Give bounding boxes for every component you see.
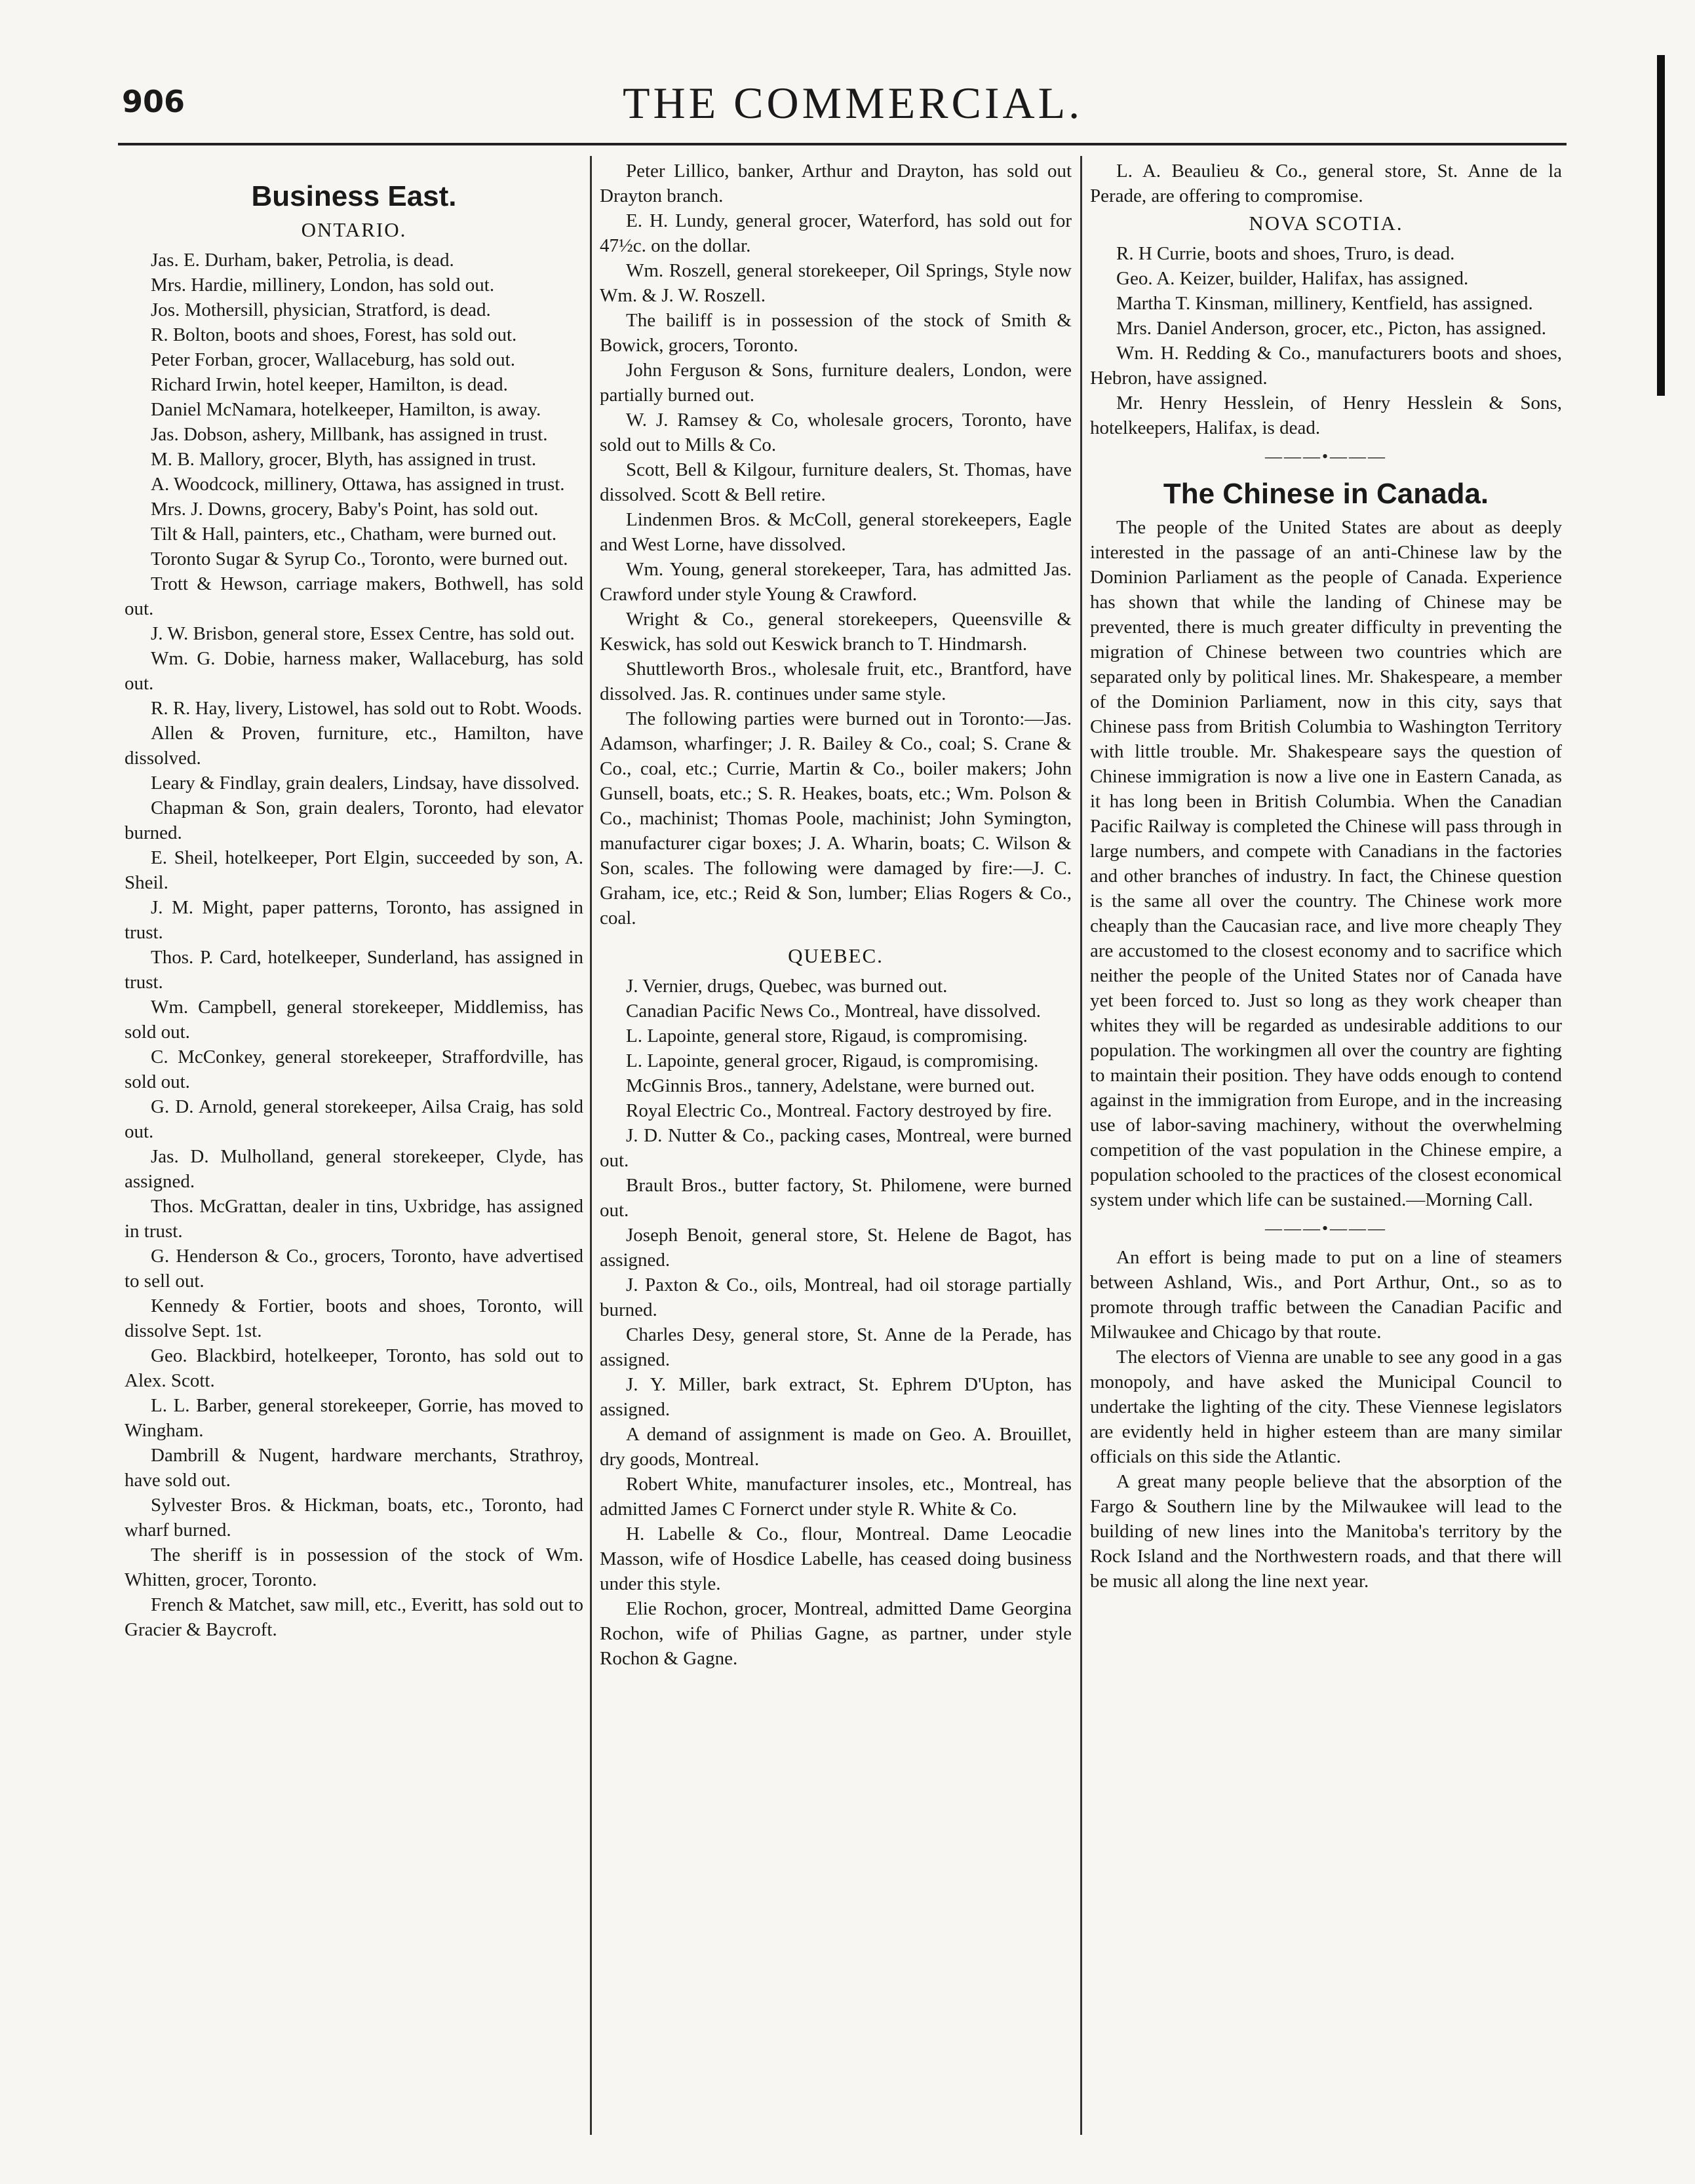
subhead-nova-scotia: NOVA SCOTIA. — [1249, 212, 1403, 235]
notice-item: Mrs. J. Downs, grocery, Baby's Point, has sold out. — [151, 499, 539, 520]
notice-item: J. W. Brisbon, general store, Essex Centre, has sold out. — [151, 623, 575, 644]
notice-item: A. Woodcock, millinery, Ottawa, has assigned in trust. — [151, 474, 565, 495]
column-2 — [600, 159, 1072, 1671]
notice-item: Allen & Proven, furniture, etc., Hamilton, have dissolved. — [125, 723, 583, 769]
notice-item: A demand of assignment is made on Geo. A. Brouillet, dry goods, Montreal. — [600, 1424, 1072, 1470]
column-1 — [125, 159, 583, 1642]
notice-item: Mr. Henry Hesslein, of Henry Hesslein & Sons, hotelkeepers, Halifax, is dead. — [1090, 393, 1562, 438]
notice-item: Mrs. Hardie, millinery, London, has sold out. — [151, 275, 495, 296]
ontario-list-continued — [600, 159, 1072, 930]
subhead-ontario: ONTARIO. — [301, 218, 407, 241]
notice-item: J. Y. Miller, bark extract, St. Ephrem D'Upton, has assigned. — [600, 1374, 1072, 1420]
notice-item: The bailiff is in possession of the stock of Smith & Bowick, grocers, Toronto. — [600, 310, 1072, 356]
column-rule — [590, 156, 592, 2135]
page-number: 906 — [122, 84, 185, 119]
chinese-article-body: The people of the United States are about as deeply interested in the passage of an anti-Chinese law by the Dominion Parliament as the people of Canada. Experience has shown that while the landing of Chinese may be prevented, there is much greater difficulty in preventing the migration of Chinese between two countries which are separated only by political lines. Mr. Shakespeare, a member of the Dominion Parliament, now in this city, says that Chinese pass from British Columbia to Washington Territory with little trouble. Mr. Shakespeare says the question of Chinese immigration is now a live one in Eastern Canada, as it has long been in British Columbia. When the Canadian Pacific Railway is completed the Chinese will pass through in large numbers, and compete with Canadians in the factories and other branches of industry. In fact, the Chinese question is the same all over the country. The Chinese work more cheaply than the Caucasian race, and live more cheaply They are accustomed to the closest economy and to sacrifice which neither the people of the United States nor of Canada have yet been forced to. Just so long as they work cheaper than whites they will be regarded as undesirable additions to our population. The workingmen all over the country are fighting to maintain their position. They have odds enough to contend against in the immigration from Europe, and in the increasing use of labor-saving machinery, without the overwhelming competition of the vast population in the Chinese empire, a population schooled to the practices of the closest economical system under which life can be sustained.—Morning Call. — [1090, 517, 1562, 1210]
notice-item: R. Bolton, boots and shoes, Forest, has sold out. — [151, 324, 517, 345]
notice-item: Wright & Co., general storekeepers, Queensville & Keswick, has sold out Keswick branch to T. Hindmarsh. — [600, 609, 1072, 655]
notice-item: R. H Currie, boots and shoes, Truro, is dead. — [1116, 243, 1455, 264]
notice-item: Brault Bros., butter factory, St. Philomene, were burned out. — [600, 1175, 1072, 1221]
notice-item: C. McConkey, general storekeeper, Straffordville, has sold out. — [125, 1046, 583, 1092]
notice-item: Dambrill & Nugent, hardware merchants, Strathroy, have sold out. — [125, 1445, 583, 1491]
notice-item: L. A. Beaulieu & Co., general store, St. Anne de la Perade, are offering to compromise. — [1090, 161, 1562, 206]
notice-item: H. Labelle & Co., flour, Montreal. Dame Leocadie Masson, wife of Hosdice Labelle, has ceased doing business under this style. — [600, 1523, 1072, 1594]
notice-item: Royal Electric Co., Montreal. Factory destroyed by fire. — [626, 1100, 1052, 1121]
notice-item: Jos. Mothersill, physician, Stratford, is dead. — [151, 299, 491, 320]
separator-ornament: ———•——— — [1264, 447, 1388, 466]
notice-item: E. H. Lundy, general grocer, Waterford, has sold out for 47½c. on the dollar. — [600, 210, 1072, 256]
notice-item: Peter Lillico, banker, Arthur and Drayton, has sold out Drayton branch. — [600, 161, 1072, 206]
notice-item: Thos. P. Card, hotelkeeper, Sunderland, has assigned in trust. — [125, 947, 583, 993]
notice-item: Kennedy & Fortier, boots and shoes, Toronto, will dissolve Sept. 1st. — [125, 1295, 583, 1341]
notice-item: The electors of Vienna are unable to see any good in a gas monopoly, and have asked the Municipal Council to undertake the lighting of the city. These Viennese legislators are evidently held in higher esteem than are many similar officials on this side the Atlantic. — [1090, 1347, 1562, 1467]
notice-item: Trott & Hewson, carriage makers, Bothwell, has sold out. — [125, 573, 583, 619]
notice-item: Wm. Roszell, general storekeeper, Oil Springs, Style now Wm. & J. W. Roszell. — [600, 260, 1072, 306]
notice-item: R. R. Hay, livery, Listowel, has sold out to Robt. Woods. — [151, 698, 582, 719]
notice-item: Joseph Benoit, general store, St. Helene de Bagot, has assigned. — [600, 1225, 1072, 1271]
separator-ornament: ———•——— — [1264, 1219, 1388, 1238]
notice-item: John Ferguson & Sons, furniture dealers, London, were partially burned out. — [600, 360, 1072, 406]
nova-scotia-list — [1090, 241, 1562, 440]
ontario-list — [125, 248, 583, 1642]
subhead-quebec: QUEBEC. — [788, 944, 884, 967]
notice-item: Martha T. Kinsman, millinery, Kentfield, has assigned. — [1116, 293, 1533, 314]
notice-item: Lindenmen Bros. & McColl, general storekeepers, Eagle and West Lorne, have dissolved. — [600, 509, 1072, 555]
column-3 — [1090, 159, 1562, 1594]
quebec-list — [600, 974, 1072, 1671]
notice-item: G. Henderson & Co., grocers, Toronto, have advertised to sell out. — [125, 1246, 583, 1292]
notice-item: Elie Rochon, grocer, Montreal, admitted Dame Georgina Rochon, wife of Philias Gagne, as partner, under style Rochon & Gagne. — [600, 1598, 1072, 1669]
notice-item: Canadian Pacific News Co., Montreal, have dissolved. — [626, 1001, 1042, 1022]
notice-item: Mrs. Daniel Anderson, grocer, etc., Picton, has assigned. — [1116, 318, 1547, 339]
notice-item: Peter Forban, grocer, Wallaceburg, has sold out. — [151, 349, 515, 370]
notice-item: Jas. D. Mulholland, general storekeeper, Clyde, has assigned. — [125, 1146, 583, 1192]
notice-item: M. B. Mallory, grocer, Blyth, has assigned in trust. — [151, 449, 537, 470]
notice-item: McGinnis Bros., tannery, Adelstane, were burned out. — [626, 1075, 1035, 1096]
notice-item: French & Matchet, saw mill, etc., Everitt, has sold out to Gracier & Baycroft. — [125, 1594, 583, 1640]
header-rule — [118, 143, 1567, 145]
notice-item: Toronto Sugar & Syrup Co., Toronto, were burned out. — [151, 548, 568, 569]
notice-item: L. L. Barber, general storekeeper, Gorrie, has moved to Wingham. — [125, 1395, 583, 1441]
notice-item: An effort is being made to put on a line of steamers between Ashland, Wis., and Port Arthur, Ont., so as to promote through traffic between the Canadian Pacific and Milwaukee and Chicago by that route. — [1090, 1247, 1562, 1343]
notes-list — [1090, 1245, 1562, 1594]
notice-item: Sylvester Bros. & Hickman, boats, etc., Toronto, had wharf burned. — [125, 1495, 583, 1541]
quebec-list-continued — [1090, 159, 1562, 208]
notice-item: Shuttleworth Bros., wholesale fruit, etc., Brantford, have dissolved. Jas. R. continues under same style. — [600, 659, 1072, 704]
notice-item: Richard Irwin, hotel keeper, Hamilton, is dead. — [151, 374, 508, 395]
notice-item: Wm. Young, general storekeeper, Tara, has admitted Jas. Crawford under style Young & Crawford. — [600, 559, 1072, 605]
notice-item: Geo. Blackbird, hotelkeeper, Toronto, has sold out to Alex. Scott. — [125, 1345, 583, 1391]
notice-item: Chapman & Son, grain dealers, Toronto, had elevator burned. — [125, 797, 583, 843]
notice-item: J. M. Might, paper patterns, Toronto, has assigned in trust. — [125, 897, 583, 943]
notice-item: Wm. Campbell, general storekeeper, Middlemiss, has sold out. — [125, 997, 583, 1043]
notice-item: The sheriff is in possession of the stock of Wm. Whitten, grocer, Toronto. — [125, 1544, 583, 1590]
notice-item: J. Paxton & Co., oils, Montreal, had oil storage partially burned. — [600, 1274, 1072, 1320]
section-title-business-east: Business East. — [251, 180, 457, 212]
notice-item: Daniel McNamara, hotelkeeper, Hamilton, is away. — [151, 399, 541, 420]
notice-item: Scott, Bell & Kilgour, furniture dealers, St. Thomas, have dissolved. Scott & Bell retire. — [600, 459, 1072, 505]
notice-item: E. Sheil, hotelkeeper, Port Elgin, succeeded by son, A. Sheil. — [125, 847, 583, 893]
notice-item: Robert White, manufacturer insoles, etc., Montreal, has admitted James C Fornerct under style R. White & Co. — [600, 1474, 1072, 1520]
notice-item: Geo. A. Keizer, builder, Halifax, has assigned. — [1116, 268, 1469, 289]
masthead-title: THE COMMERCIAL. — [623, 78, 1083, 128]
notice-item: Charles Desy, general store, St. Anne de la Perade, has assigned. — [600, 1324, 1072, 1370]
notice-item: Jas. E. Durham, baker, Petrolia, is dead. — [151, 250, 454, 271]
notice-item: Leary & Findlay, grain dealers, Lindsay, have dissolved. — [151, 773, 580, 794]
notice-item: Wm. H. Redding & Co., manufacturers boots and shoes, Hebron, have assigned. — [1090, 343, 1562, 389]
notice-item: Thos. McGrattan, dealer in tins, Uxbridge, has assigned in trust. — [125, 1196, 583, 1242]
notice-item: Tilt & Hall, painters, etc., Chatham, were burned out. — [151, 524, 557, 545]
notice-item: Wm. G. Dobie, harness maker, Wallaceburg, has sold out. — [125, 648, 583, 694]
notice-item: L. Lapointe, general grocer, Rigaud, is compromising. — [626, 1050, 1039, 1071]
notice-item: A great many people believe that the absorption of the Fargo & Southern line by the Milwaukee will lead to the building of new lines into the Manitoba's territory by the Rock Island and the Northwestern roads, and that there will be music all along the line next year. — [1090, 1471, 1562, 1592]
notice-item: G. D. Arnold, general storekeeper, Ailsa Craig, has sold out. — [125, 1096, 583, 1142]
notice-item: J. Vernier, drugs, Quebec, was burned out. — [626, 976, 948, 997]
scan-edge-bar — [1657, 55, 1665, 396]
notice-item: W. J. Ramsey & Co, wholesale grocers, Toronto, have sold out to Mills & Co. — [600, 410, 1072, 455]
column-rule — [1080, 156, 1082, 2135]
notice-item: The following parties were burned out in Toronto:—Jas. Adamson, wharfinger; J. R. Bailey & Co., coal; S. Crane & Co., coal, etc.; Currie, Martin & Co., boiler makers; John Gunsell, boats, etc.; S. R. Heakes, boats, etc.; Wm. Polson & Co., machinist; Thomas Poole, machinist; John Symington, manufacturer cigar boxes; J. A. Wharin, boats; C. Wilson & Son, scales. The following were damaged by fire:—J. C. Graham, ice, etc.; Reid & Son, lumber; Elias Rogers & Co., coal. — [600, 708, 1072, 929]
notice-item: J. D. Nutter & Co., packing cases, Montreal, were burned out. — [600, 1125, 1072, 1171]
section-title-chinese: The Chinese in Canada. — [1163, 478, 1489, 510]
notice-item: Jas. Dobson, ashery, Millbank, has assigned in trust. — [151, 424, 548, 445]
notice-item: L. Lapointe, general store, Rigaud, is compromising. — [626, 1025, 1028, 1046]
